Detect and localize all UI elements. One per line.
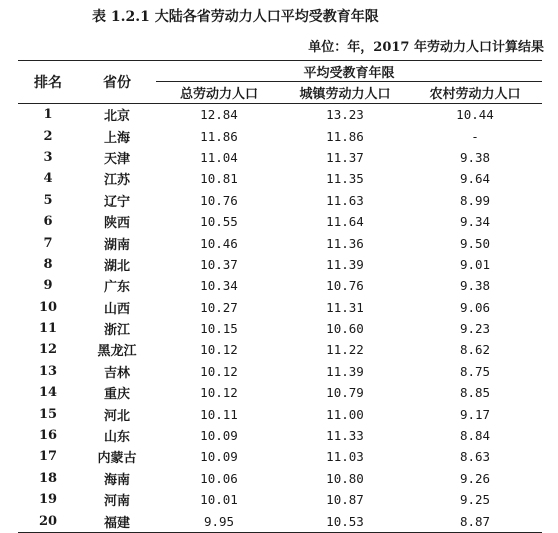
total-cell: 10.12	[200, 385, 238, 401]
urban-cell: 11.63	[326, 192, 364, 208]
rural-cell: 9.06	[459, 299, 491, 315]
urban-cell: 11.03	[326, 449, 364, 465]
table-row	[18, 425, 542, 446]
rank-cell: 10	[38, 299, 58, 315]
total-cell: 10.76	[200, 192, 238, 208]
urban-cell: 10.53	[326, 513, 364, 529]
unit-note: 单位：年，2017 年劳动力人口计算结果	[308, 40, 544, 55]
province-cell: 江苏	[103, 173, 130, 189]
rank-cell: 3	[43, 149, 53, 165]
province-cell: 山西	[103, 301, 130, 317]
rural-cell: 10.44	[456, 107, 494, 123]
rank-cell: 14	[38, 385, 58, 401]
table-row	[18, 211, 542, 232]
urban-cell: 11.86	[326, 128, 364, 144]
total-cell: 12.84	[200, 107, 238, 123]
province-cell: 内蒙古	[97, 451, 137, 467]
table-row	[18, 318, 542, 339]
rank-cell: 20	[38, 513, 58, 529]
urban-cell: 11.37	[326, 149, 364, 165]
urban-cell: 11.39	[326, 256, 364, 272]
rank-cell: 12	[38, 342, 58, 358]
urban-cell: 10.80	[326, 470, 364, 486]
table-row	[18, 254, 542, 275]
table-row	[18, 489, 542, 510]
table-row	[18, 275, 542, 296]
urban-cell: 10.76	[326, 278, 364, 294]
total-cell: 10.01	[200, 492, 238, 508]
table-title: 表 1.2.1 大陆各省劳动力人口平均受教育年限	[92, 9, 379, 25]
urban-cell: 10.60	[326, 321, 364, 337]
header-group: 平均受教育年限	[303, 65, 395, 81]
table-body	[18, 104, 542, 533]
rural-cell: 9.25	[459, 492, 491, 508]
header-urban: 城镇劳动力人口	[282, 82, 408, 104]
province-cell: 福建	[103, 515, 130, 531]
total-cell: 10.27	[200, 299, 238, 315]
rank-cell: 15	[38, 406, 58, 422]
table-row	[18, 125, 542, 146]
urban-cell: 11.33	[326, 428, 364, 444]
table-row	[18, 104, 542, 126]
header-rural: 农村劳动力人口	[408, 82, 542, 104]
total-cell: 10.09	[200, 428, 238, 444]
rank-cell: 17	[38, 449, 58, 465]
urban-cell: 13.23	[326, 107, 364, 123]
total-cell: 10.34	[200, 278, 238, 294]
total-cell: 9.95	[203, 513, 235, 529]
table-row	[18, 232, 542, 253]
header-total: 总劳动力人口	[156, 82, 282, 104]
table-row	[18, 168, 542, 189]
province-cell: 黑龙江	[97, 344, 137, 360]
header-province: 省份	[78, 61, 156, 104]
table-row	[18, 339, 542, 360]
total-cell: 10.11	[200, 406, 238, 422]
rural-cell: 8.87	[459, 513, 491, 529]
rank-cell: 2	[43, 128, 53, 144]
table-row	[18, 190, 542, 211]
rank-cell: 18	[38, 470, 58, 486]
province-cell: 湖北	[103, 258, 130, 274]
province-cell: 广东	[103, 280, 130, 296]
total-cell: 10.37	[200, 256, 238, 272]
table-row	[18, 468, 542, 489]
urban-cell: 11.64	[326, 214, 364, 230]
header-rank: 排名	[18, 61, 78, 104]
rank-cell: 1	[43, 107, 53, 123]
urban-cell: 10.87	[326, 492, 364, 508]
province-cell: 重庆	[103, 387, 130, 403]
total-cell: 10.06	[200, 470, 238, 486]
rank-cell: 19	[38, 492, 58, 508]
rural-cell: 9.38	[459, 278, 491, 294]
rank-cell: 7	[43, 235, 53, 251]
total-cell: 10.81	[200, 171, 238, 187]
table-row	[18, 382, 542, 403]
province-cell: 河北	[103, 408, 130, 424]
table-row	[18, 147, 542, 168]
province-cell: 北京	[103, 109, 130, 125]
province-cell: 湖南	[103, 237, 130, 253]
urban-cell: 11.31	[326, 299, 364, 315]
table-row	[18, 403, 542, 424]
province-cell: 浙江	[103, 323, 130, 339]
rural-cell: -	[471, 128, 479, 144]
table-row	[18, 510, 542, 532]
province-cell: 山东	[103, 430, 130, 446]
rural-cell: 9.23	[459, 321, 491, 337]
urban-cell: 11.00	[326, 406, 364, 422]
rural-cell: 9.01	[459, 256, 491, 272]
rural-cell: 9.38	[459, 149, 491, 165]
rural-cell: 9.17	[459, 406, 491, 422]
total-cell: 10.55	[200, 214, 238, 230]
table-row	[18, 446, 542, 467]
rural-cell: 9.34	[459, 214, 491, 230]
province-cell: 吉林	[103, 365, 130, 381]
province-cell: 河南	[103, 494, 130, 510]
total-cell: 11.04	[200, 149, 238, 165]
rural-cell: 8.85	[459, 385, 491, 401]
urban-cell: 11.35	[326, 171, 364, 187]
table-row	[18, 361, 542, 382]
rank-cell: 9	[43, 278, 53, 294]
rural-cell: 8.99	[459, 192, 491, 208]
rural-cell: 9.64	[459, 171, 491, 187]
province-cell: 辽宁	[103, 194, 130, 210]
total-cell: 11.86	[200, 128, 238, 144]
rank-cell: 11	[38, 321, 58, 337]
total-cell: 10.09	[200, 449, 238, 465]
rank-cell: 4	[43, 171, 53, 187]
rank-cell: 13	[38, 363, 58, 379]
province-cell: 天津	[103, 151, 130, 167]
province-cell: 海南	[103, 472, 130, 488]
rural-cell: 8.62	[459, 342, 491, 358]
province-cell: 陕西	[103, 216, 130, 232]
rural-cell: 9.50	[459, 235, 491, 251]
total-cell: 10.12	[200, 363, 238, 379]
rank-cell: 16	[38, 428, 58, 444]
urban-cell: 11.22	[326, 342, 364, 358]
rank-cell: 6	[43, 214, 53, 230]
province-cell: 上海	[103, 130, 130, 146]
rank-cell: 5	[43, 192, 53, 208]
education-years-table	[18, 60, 542, 533]
rural-cell: 8.84	[459, 428, 491, 444]
table-row	[18, 297, 542, 318]
urban-cell: 11.36	[326, 235, 364, 251]
total-cell: 10.12	[200, 342, 238, 358]
urban-cell: 11.39	[326, 363, 364, 379]
urban-cell: 10.79	[326, 385, 364, 401]
rural-cell: 8.63	[459, 449, 491, 465]
total-cell: 10.46	[200, 235, 238, 251]
rural-cell: 9.26	[459, 470, 491, 486]
total-cell: 10.15	[200, 321, 238, 337]
rank-cell: 8	[43, 256, 53, 272]
rural-cell: 8.75	[459, 363, 491, 379]
